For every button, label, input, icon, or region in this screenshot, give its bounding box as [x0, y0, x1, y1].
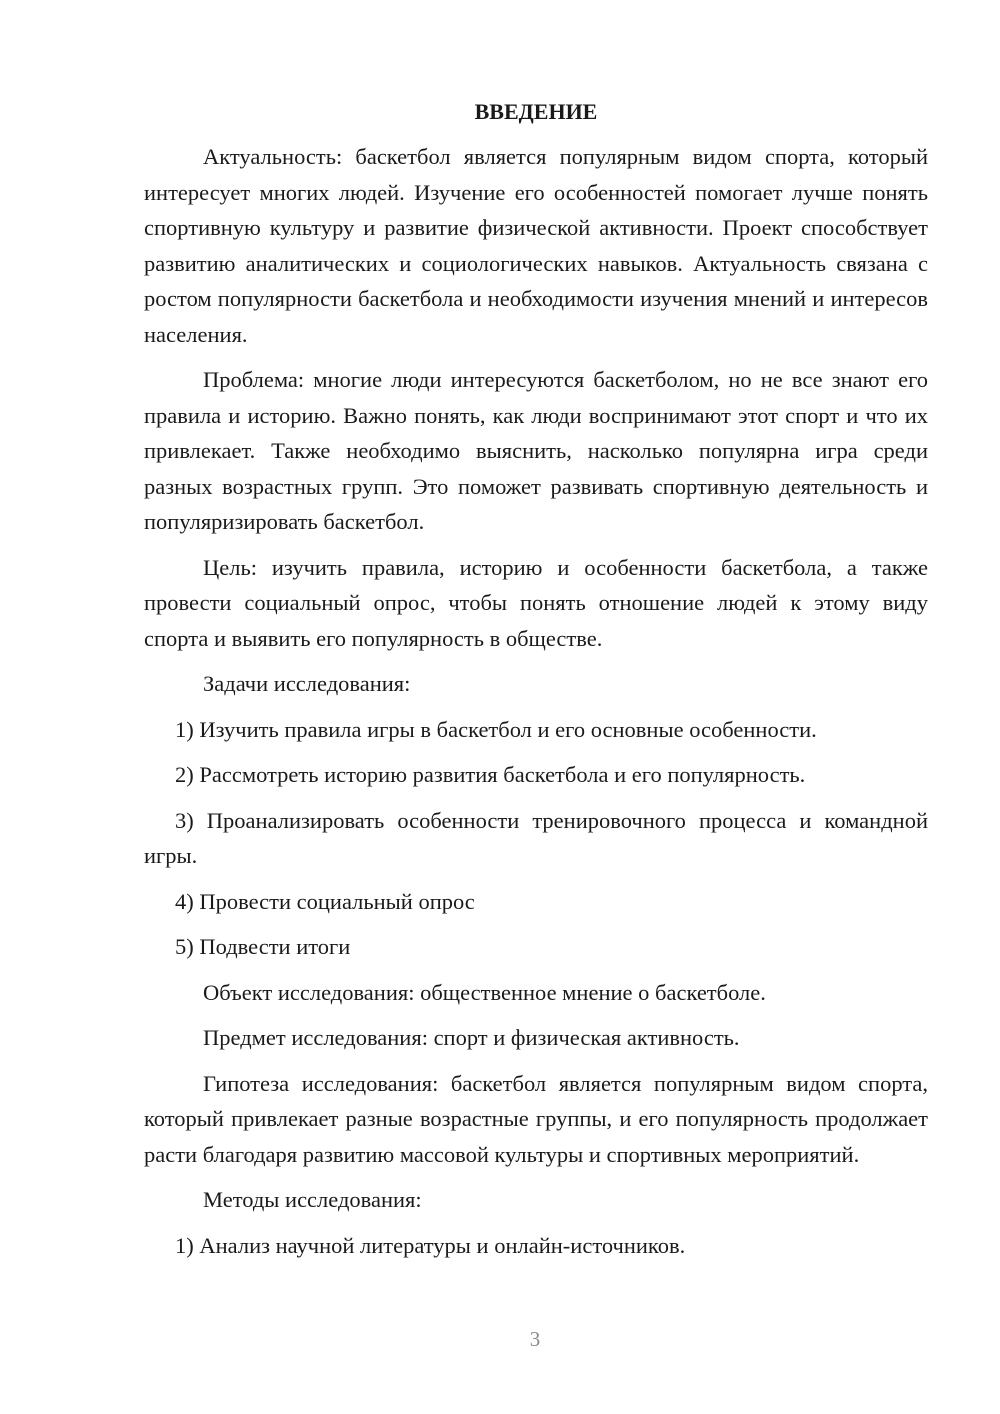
object-paragraph: Объект исследования: общественное мнение о баскетболе.: [203, 979, 766, 1005]
task-item-5: 5) Подвести итоги: [175, 934, 351, 959]
method-item-1: 1) Анализ научной литературы и онлайн-источников.: [175, 1232, 686, 1258]
page-number: 3: [529, 1327, 541, 1351]
document-body: [144, 94, 928, 1273]
task-item-4: 4) Провести социальный опрос: [175, 888, 475, 914]
task-item-1: 1) Изучить правила игры в баскетбол и его основные особенности.: [175, 716, 817, 742]
tasks-heading: Задачи исследования:: [203, 671, 411, 696]
subject-paragraph: Предмет исследования: спорт и физическая активность.: [203, 1025, 740, 1050]
section-title: ВВЕДЕНИЕ: [474, 99, 598, 124]
task-item-3: 3) Проанализировать особенности тренировочного процесса и командной игры.: [144, 807, 928, 868]
task-item-2: 2) Рассмотреть историю развития баскетбола и его популярность.: [175, 762, 806, 787]
relevance-paragraph: Актуальность: баскетбол является популярным видом спорта, который интересует многих людей. Изучение его особенностей помогает лучше понять спортивную культуру и развитие физической активности. Проект способствует развитию аналитических и социологических навыков. Актуальность связана с ростом популярности баскетбола и необходимости изучения мнений и интересов населения.: [144, 144, 928, 347]
problem-paragraph: Проблема: многие люди интересуются баскетболом, но не все знают его правила и историю. Важно понять, как люди воспринимают этот спорт и что их привлекает. Также необходимо выяснить, насколько популярна игра среди разных возрастных групп. Это поможет развивать спортивную деятельность и популяризировать баскетбол.: [144, 367, 928, 534]
goal-paragraph: Цель: изучить правила, историю и особенности баскетбола, а также провести социальный опрос, чтобы понять отношение людей к этому виду спорта и выявить его популярность в обществе.: [144, 554, 928, 651]
hypothesis-paragraph: Гипотеза исследования: баскетбол является популярным видом спорта, который привлекает разные возрастные группы, и его популярность продолжает расти благодаря развитию массовой культуры и спортивных мероприятий.: [144, 1070, 928, 1167]
methods-heading: Методы исследования:: [203, 1187, 422, 1212]
